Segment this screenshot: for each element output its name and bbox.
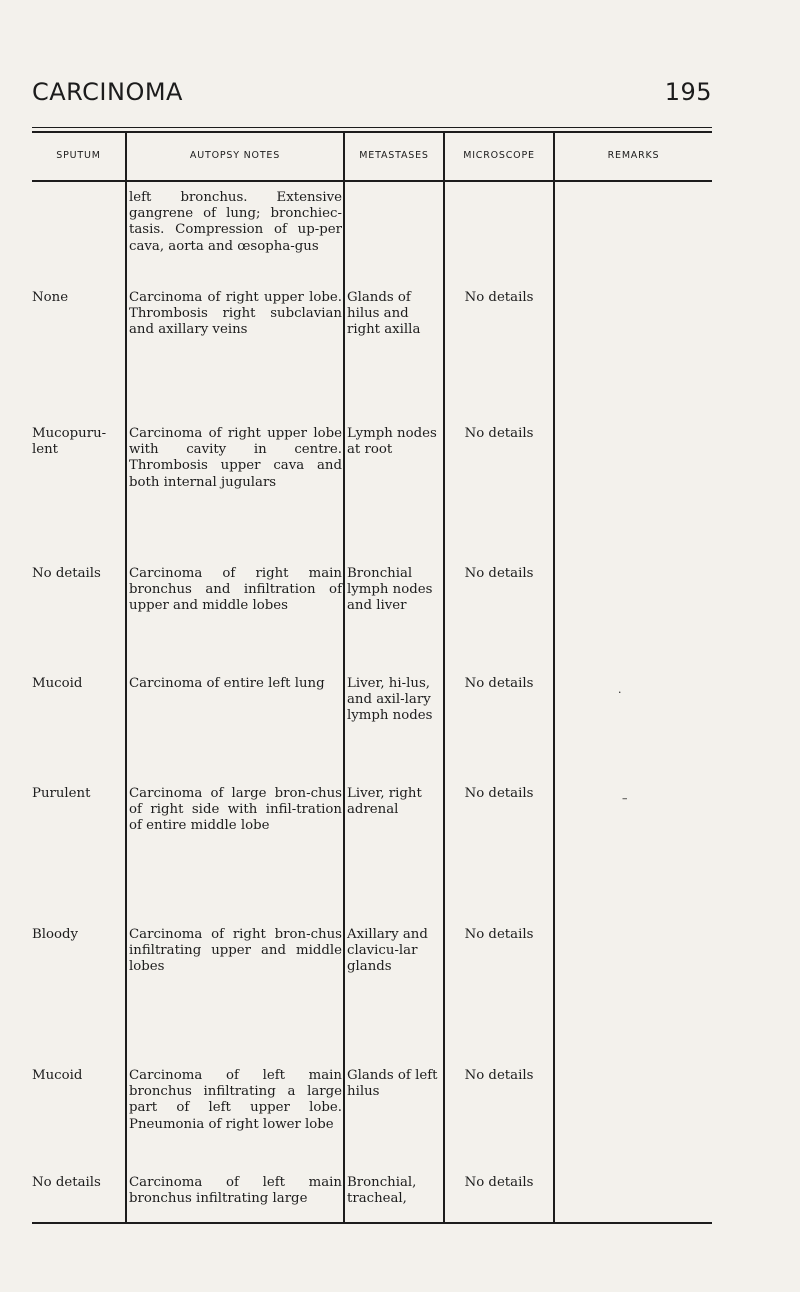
sputum-cell: Bloody xyxy=(32,927,79,942)
sputum-cell: Mucoid xyxy=(32,676,83,691)
bottom-rule xyxy=(32,1222,712,1224)
autopsy-continued: left bronchus. Extensive gangrene of lung; bronchiec-tasis. Compression of up-per cava, aorta and œsopha-gus xyxy=(129,190,342,254)
header-metastases: METASTASES xyxy=(359,150,429,161)
autopsy-cell: Carcinoma of entire left lung xyxy=(129,676,325,691)
microscope-cell: No details xyxy=(464,676,534,691)
metastases-cell: Glands of hilus and right axilla xyxy=(347,290,421,338)
autopsy-cell: Carcinoma of right main bronchus and infiltration of upper and middle lobes xyxy=(129,566,342,614)
sputum-cell: Mucoid xyxy=(32,1068,83,1083)
microscope-cell: No details xyxy=(464,1068,534,1083)
microscope-cell: No details xyxy=(464,566,534,581)
metastases-cell: Glands of left hilus xyxy=(347,1068,438,1100)
metastases-cell: Bronchial, tracheal, xyxy=(347,1175,417,1207)
autopsy-cell: Carcinoma of left main bronchus infiltrating large xyxy=(129,1175,342,1207)
microscope-cell: No details xyxy=(464,426,534,441)
column-divider xyxy=(125,133,127,1222)
autopsy-cell: Carcinoma of left main bronchus infiltrating a large part of left upper lobe. Pneumonia of right lower lobe xyxy=(129,1068,342,1132)
page-number: 195 xyxy=(664,78,712,106)
header-rule xyxy=(32,180,712,182)
top-rule-thick xyxy=(32,131,712,133)
header-remarks: REMARKS xyxy=(607,150,660,161)
sputum-cell: No details xyxy=(32,1175,101,1190)
header-autopsy-notes: AUTOPSY NOTES xyxy=(189,150,281,161)
column-divider xyxy=(343,133,345,1222)
sputum-cell: Purulent xyxy=(32,786,91,801)
microscope-cell: No details xyxy=(464,927,534,942)
metastases-cell: Axillary and clavicu-lar glands xyxy=(347,927,428,975)
metastases-cell: Liver, right adrenal xyxy=(347,786,422,818)
stray-mark: · xyxy=(618,686,622,699)
top-rule-thin xyxy=(32,127,712,128)
autopsy-cell: Carcinoma of right upper lobe with cavity in centre. Thrombosis upper cava and both internal jugulars xyxy=(129,426,342,490)
microscope-cell: No details xyxy=(464,786,534,801)
sputum-cell: No details xyxy=(32,566,101,581)
autopsy-cell: Carcinoma of large bron-chus of right side with infil-tration of entire middle lobe xyxy=(129,786,342,834)
metastases-cell: Lymph nodes at root xyxy=(347,426,437,458)
microscope-cell: No details xyxy=(464,1175,534,1190)
stray-mark: – xyxy=(622,792,628,805)
column-divider xyxy=(553,133,555,1222)
metastases-cell: Bronchial lymph nodes and liver xyxy=(347,566,433,614)
chapter-title: CARCINOMA xyxy=(32,78,183,106)
autopsy-cell: Carcinoma of right upper lobe. Thrombosis right subclavian and axillary veins xyxy=(129,290,342,338)
metastases-cell: Liver, hi-lus, and axil-lary lymph nodes xyxy=(347,676,433,724)
header-microscope: MICROSCOPE xyxy=(463,150,535,161)
sputum-cell: Mucopuru-lent xyxy=(32,426,107,458)
autopsy-cell: Carcinoma of right bron-chus infiltrating upper and middle lobes xyxy=(129,927,342,975)
header-sputum: SPUTUM xyxy=(56,150,101,161)
microscope-cell: No details xyxy=(464,290,534,305)
sputum-cell: None xyxy=(32,290,69,305)
